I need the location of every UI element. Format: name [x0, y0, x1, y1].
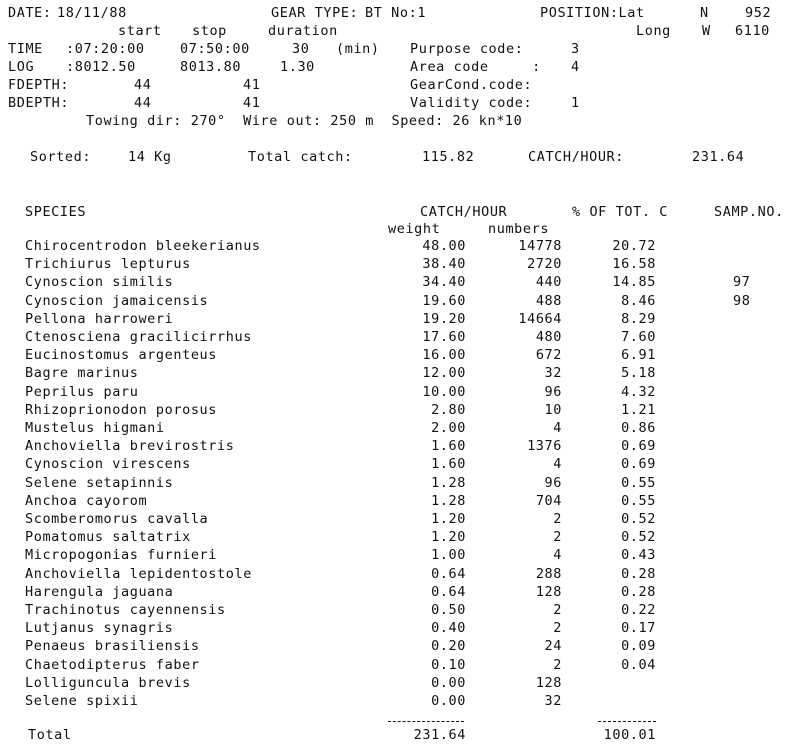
fdepth-stop: 41	[243, 77, 261, 93]
species-name: Peprilus paru	[25, 384, 139, 400]
column-start-label: start	[118, 23, 162, 39]
percent-total-rule	[598, 721, 656, 722]
gear-type-label: GEAR TYPE:	[271, 5, 359, 21]
catch-numbers: 96	[544, 475, 562, 491]
log-label: LOG	[8, 59, 35, 75]
gear-condition-label: GearCond.code:	[410, 77, 533, 93]
species-name: Harengula jaguana	[25, 584, 174, 600]
position-label: POSITION:Lat	[540, 5, 645, 21]
gear-type-value: BT No:1	[365, 5, 427, 21]
percent-of-total: 0.17	[621, 620, 656, 636]
column-stop-label: stop	[192, 23, 227, 39]
species-name: Selene setapinnis	[25, 475, 174, 491]
percent-of-total: 0.52	[621, 511, 656, 527]
percent-of-total: 0.28	[621, 584, 656, 600]
sorted-value: 14 Kg	[128, 149, 172, 165]
catch-numbers: 672	[535, 347, 562, 363]
catch-numbers: 1376	[527, 438, 562, 454]
catch-weight: 19.20	[422, 311, 466, 327]
percent-of-total: 14.85	[612, 274, 656, 290]
species-name: Scomberomorus cavalla	[25, 511, 209, 527]
catch-per-hour-column-header: CATCH/HOUR	[420, 204, 508, 220]
catch-numbers: 488	[535, 293, 562, 309]
towing-info-line: Towing dir: 270° Wire out: 250 m Speed: 26 kn*10	[86, 113, 523, 129]
catch-numbers: 32	[544, 693, 562, 709]
species-name: Chirocentrodon bleekerianus	[25, 238, 261, 254]
log-duration: 1.30	[280, 59, 315, 75]
catch-weight: 1.20	[431, 511, 466, 527]
total-row-label: Total	[28, 727, 72, 743]
catch-numbers: 2	[553, 511, 562, 527]
catch-weight: 1.20	[431, 529, 466, 545]
catch-weight: 0.64	[431, 566, 466, 582]
percent-of-total: 8.46	[621, 293, 656, 309]
sample-number: 98	[733, 293, 751, 309]
catch-weight: 48.00	[422, 238, 466, 254]
species-column-header: SPECIES	[25, 204, 87, 220]
column-duration-label: duration	[268, 23, 338, 39]
catch-numbers: 4	[553, 547, 562, 563]
catch-per-hour-label: CATCH/HOUR:	[528, 149, 625, 165]
bdepth-label: BDEPTH:	[8, 95, 70, 111]
species-name: Eucinostomus argenteus	[25, 347, 218, 363]
time-stop: 07:50:00	[180, 41, 250, 57]
catch-weight: 34.40	[422, 274, 466, 290]
area-code-value: 4	[571, 59, 580, 75]
catch-numbers: 288	[535, 566, 562, 582]
species-name: Ctenosciena gracilicirrhus	[25, 329, 252, 345]
date-value: 18/11/88	[57, 5, 127, 21]
catch-weight: 2.80	[431, 402, 466, 418]
total-row-weight: 231.64	[413, 727, 466, 743]
percent-of-total: 0.86	[621, 420, 656, 436]
percent-of-total: 0.22	[621, 602, 656, 618]
total-catch-value: 115.82	[422, 149, 475, 165]
weight-total-rule	[388, 721, 464, 722]
bdepth-start: 44	[134, 95, 152, 111]
species-name: Lolliguncula brevis	[25, 675, 191, 691]
longitude-value: 6110	[735, 23, 770, 39]
validity-code-label: Validity code:	[410, 95, 533, 111]
species-name: Mustelus higmani	[25, 420, 165, 436]
longitude-label: Long	[636, 23, 671, 39]
catch-numbers: 24	[544, 638, 562, 654]
species-name: Penaeus brasiliensis	[25, 638, 200, 654]
catch-weight: 12.00	[422, 365, 466, 381]
percent-of-total: 0.09	[621, 638, 656, 654]
catch-weight: 17.60	[422, 329, 466, 345]
catch-numbers: 4	[553, 456, 562, 472]
catch-weight: 1.00	[431, 547, 466, 563]
validity-code-value: 1	[571, 95, 580, 111]
time-label: TIME	[8, 41, 43, 57]
species-name: Selene spixii	[25, 693, 139, 709]
species-name: Anchoa cayorom	[25, 493, 148, 509]
numbers-subheader: numbers	[488, 221, 550, 237]
species-name: Cynoscion virescens	[25, 456, 191, 472]
species-name: Cynoscion jamaicensis	[25, 293, 209, 309]
species-name: Pomatomus saltatrix	[25, 529, 191, 545]
species-name: Micropogonias furnieri	[25, 547, 218, 563]
catch-numbers: 2	[553, 602, 562, 618]
catch-numbers: 128	[535, 675, 562, 691]
catch-weight: 1.28	[431, 475, 466, 491]
species-name: Chaetodipterus faber	[25, 657, 200, 673]
percent-of-total: 0.69	[621, 438, 656, 454]
date-label: DATE:	[8, 5, 52, 21]
catch-weight: 0.00	[431, 675, 466, 691]
catch-numbers: 14778	[518, 238, 562, 254]
percent-of-total: 8.29	[621, 311, 656, 327]
weight-subheader: weight	[388, 221, 441, 237]
percent-of-total: 0.28	[621, 566, 656, 582]
total-catch-label: Total catch:	[248, 149, 353, 165]
time-duration: 30	[292, 41, 310, 57]
catch-numbers: 14664	[518, 311, 562, 327]
catch-weight: 16.00	[422, 347, 466, 363]
catch-numbers: 32	[544, 365, 562, 381]
time-start: :07:20:00	[66, 41, 145, 57]
latitude-value: 952	[745, 5, 772, 21]
catch-weight: 10.00	[422, 384, 466, 400]
percent-of-total: 0.55	[621, 475, 656, 491]
fdepth-label: FDEPTH:	[8, 77, 70, 93]
purpose-code-label: Purpose code:	[410, 41, 524, 57]
sample-number-column-header: SAMP.NO.	[714, 204, 784, 220]
longitude-hemisphere: W	[702, 23, 711, 39]
percent-of-total: 0.43	[621, 547, 656, 563]
percent-of-total: 5.18	[621, 365, 656, 381]
percent-of-total: 16.58	[612, 256, 656, 272]
fdepth-start: 44	[134, 77, 152, 93]
species-name: Trachinotus cayennensis	[25, 602, 226, 618]
catch-weight: 0.10	[431, 657, 466, 673]
percent-of-total: 0.04	[621, 657, 656, 673]
latitude-hemisphere: N	[700, 5, 709, 21]
percent-of-total: 0.69	[621, 456, 656, 472]
sample-number: 97	[733, 274, 751, 290]
total-row-percent: 100.01	[603, 727, 656, 743]
catch-weight: 0.40	[431, 620, 466, 636]
catch-numbers: 440	[535, 274, 562, 290]
catch-numbers: 480	[535, 329, 562, 345]
species-name: Anchoviella lepidentostole	[25, 566, 252, 582]
percent-of-total: 6.91	[621, 347, 656, 363]
sorted-label: Sorted:	[30, 149, 92, 165]
percent-of-total: 4.32	[621, 384, 656, 400]
catch-weight: 0.50	[431, 602, 466, 618]
catch-numbers: 2	[553, 529, 562, 545]
bdepth-stop: 41	[243, 95, 261, 111]
catch-weight: 1.60	[431, 456, 466, 472]
catch-numbers: 4	[553, 420, 562, 436]
species-name: Rhizoprionodon porosus	[25, 402, 218, 418]
catch-weight: 1.28	[431, 493, 466, 509]
time-unit: (min)	[336, 41, 380, 57]
catch-weight: 19.60	[422, 293, 466, 309]
percent-of-total: 7.60	[621, 329, 656, 345]
species-name: Pellona harroweri	[25, 311, 174, 327]
purpose-code-value: 3	[571, 41, 580, 57]
catch-weight: 0.64	[431, 584, 466, 600]
species-name: Cynoscion similis	[25, 274, 174, 290]
species-name: Lutjanus synagris	[25, 620, 174, 636]
catch-weight: 38.40	[422, 256, 466, 272]
species-name: Anchoviella brevirostris	[25, 438, 235, 454]
catch-weight: 1.60	[431, 438, 466, 454]
species-name: Trichiurus lepturus	[25, 256, 191, 272]
catch-numbers: 10	[544, 402, 562, 418]
catch-numbers: 2720	[527, 256, 562, 272]
catch-numbers: 2	[553, 620, 562, 636]
log-stop: 8013.80	[180, 59, 242, 75]
percent-of-total: 0.55	[621, 493, 656, 509]
percent-of-total: 1.21	[621, 402, 656, 418]
catch-per-hour-value: 231.64	[692, 149, 745, 165]
catch-numbers: 128	[535, 584, 562, 600]
log-start: :8012.50	[66, 59, 136, 75]
area-code-label: Area code :	[410, 59, 541, 75]
species-name: Bagre marinus	[25, 365, 139, 381]
percent-of-total: 20.72	[612, 238, 656, 254]
catch-weight: 2.00	[431, 420, 466, 436]
catch-weight: 0.20	[431, 638, 466, 654]
catch-numbers: 2	[553, 657, 562, 673]
percent-of-total-column-header: % OF TOT. C	[572, 204, 669, 220]
catch-weight: 0.00	[431, 693, 466, 709]
percent-of-total: 0.52	[621, 529, 656, 545]
catch-numbers: 96	[544, 384, 562, 400]
catch-numbers: 704	[535, 493, 562, 509]
